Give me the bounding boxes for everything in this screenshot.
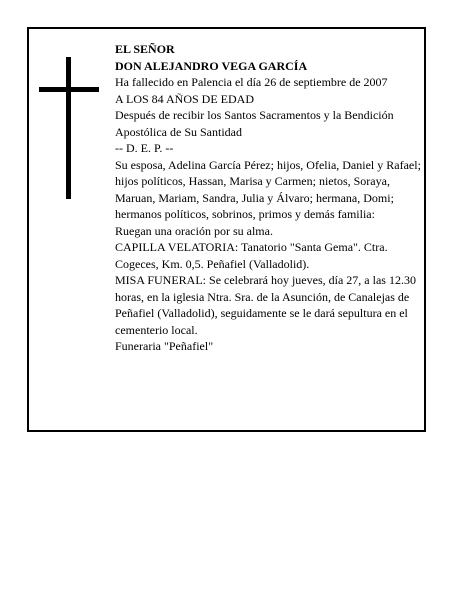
sacraments-statement: Después de recibir los Santos Sacramentos y la Bendición Apostólica de Su Santidad	[115, 108, 394, 139]
dep-line: -- D. E. P. --	[115, 141, 174, 155]
chapel-info: CAPILLA VELATORIA: Tanatorio "Santa Gema". Ctra. Cogeces, Km. 0,5. Peñafiel (Valladolid).	[115, 240, 388, 271]
obituary-text	[115, 41, 423, 355]
prayer-request: Ruegan una oración por su alma.	[115, 223, 273, 238]
death-statement: Ha fallecido en Palencia el día 26 de septiembre de 2007	[115, 75, 388, 89]
cross-vertical-bar	[66, 57, 71, 199]
deceased-name: DON ALEJANDRO VEGA GARCÍA	[115, 58, 308, 73]
cross-horizontal-bar	[39, 87, 99, 92]
cross-icon	[39, 57, 99, 199]
mass-info: MISA FUNERAL: Se celebrará hoy jueves, día 27, a las 12.30 horas, en la iglesia Ntra. Sra. de la Asunción, de Canalejas de Peñafiel (Valladolid), seguidamente se le dará sepultura en el cementerio local.	[115, 273, 416, 337]
funeral-home: Funeraria "Peñafiel"	[115, 339, 214, 353]
obituary-title: EL SEÑOR	[115, 42, 175, 56]
family-list: Su esposa, Adelina García Pérez; hijos, Ofelia, Daniel y Rafael; hijos políticos, Hassan, Marisa y Carmen; nietos, Soraya, Maruan, Mariam, Sandra, Julia y Álvaro; hermana, Domi; hermanos políticos, sobrinos, primos y demás familia:	[115, 157, 421, 221]
age-statement: A LOS 84 AÑOS DE EDAD	[115, 91, 255, 106]
obituary-notice	[27, 27, 426, 432]
